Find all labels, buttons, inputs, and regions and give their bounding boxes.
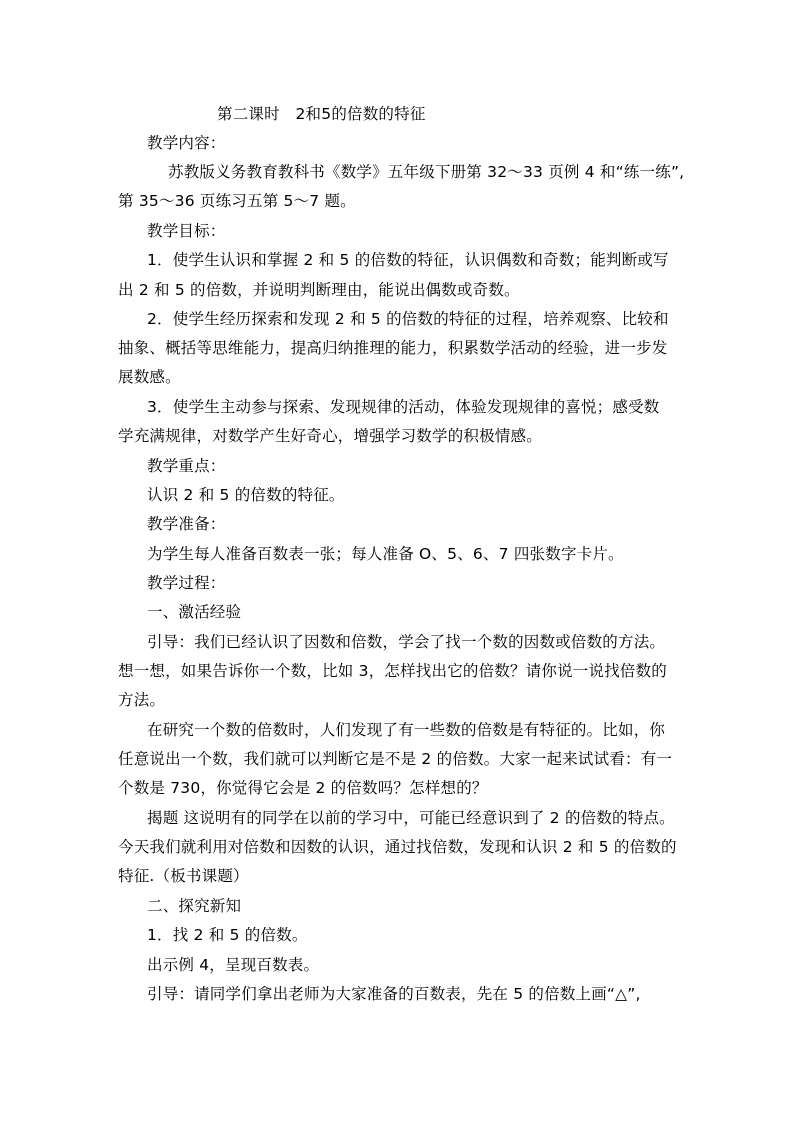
subsection-heading: 一、激活经验 (147, 603, 242, 621)
paragraph-line: 引导：我们已经认识了因数和倍数，学会了找一个数的因数或倍数的方法。 (147, 633, 666, 651)
paragraph-line: 特征.（板书课题） (118, 867, 249, 885)
paragraph-line: 第 35～36 页练习五第 5～7 题。 (118, 192, 356, 210)
paragraph-line: 在研究一个数的倍数时，人们发现了有一些数的倍数是有特征的。比如，你 (147, 721, 666, 739)
section-heading-objectives: 教学目标： (147, 222, 226, 240)
paragraph-line: 抽象、概括等思维能力，提高归纳推理的能力，积累数学活动的经验，进一步发 (118, 339, 668, 357)
section-heading-content: 教学内容： (147, 134, 226, 152)
section-heading-process: 教学过程： (147, 574, 226, 592)
paragraph-line: 想一想，如果告诉你一个数，比如 3，怎样找出它的倍数？请你说一说找倍数的 (118, 662, 667, 680)
paragraph-line: 1．使学生认识和掌握 2 和 5 的倍数的特征，认识偶数和奇数；能判断或写 (147, 251, 669, 269)
paragraph-line: 3．使学生主动参与探索、发现规律的活动，体验发现规律的喜悦；感受数 (147, 398, 660, 416)
paragraph-line: 2．使学生经历探索和发现 2 和 5 的倍数的特征的过程，培养观察、比较和 (147, 310, 669, 328)
paragraph-line: 学充满规律，对数学产生好奇心，增强学习数学的积极情感。 (118, 427, 542, 445)
paragraph-line: 今天我们就利用对倍数和因数的认识，通过找倍数，发现和认识 2 和 5 的倍数的 (118, 838, 677, 856)
subsection-heading: 二、探究新知 (147, 897, 242, 915)
paragraph-line: 方法。 (118, 691, 166, 709)
paragraph-line: 出 2 和 5 的倍数，并说明判断理由，能说出偶数或奇数。 (118, 281, 520, 299)
paragraph-line: 引导：请同学们拿出老师为大家准备的百数表，先在 5 的倍数上画“△”, (147, 985, 641, 1003)
section-heading-preparation: 教学准备： (147, 515, 226, 533)
paragraph-line: 揭题 这说明有的同学在以前的学习中，可能已经意识到了 2 的倍数的特点。 (147, 809, 675, 827)
paragraph-line: 认识 2 和 5 的倍数的特征。 (147, 486, 345, 504)
paragraph-line: 任意说出一个数，我们就可以判断它是不是 2 的倍数。大家一起来试试看：有一 (118, 750, 673, 768)
paragraph-line: 为学生每人准备百数表一张；每人准备 O、5、6、7 四张数字卡片。 (147, 545, 624, 563)
document-title: 第二课时 2和5的倍数的特征 (217, 105, 426, 123)
section-heading-key-points: 教学重点： (147, 457, 226, 475)
paragraph-line: 1．找 2 和 5 的倍数。 (147, 926, 308, 944)
paragraph-line: 苏教版义务教育教科书《数学》五年级下册第 32～33 页例 4 和“练一练”, (168, 163, 685, 181)
paragraph-line: 出示例 4，呈现百数表。 (147, 956, 320, 974)
paragraph-line: 展数感。 (118, 368, 181, 386)
paragraph-line: 个数是 730，你觉得它会是 2 的倍数吗？怎样想的？ (118, 779, 488, 797)
